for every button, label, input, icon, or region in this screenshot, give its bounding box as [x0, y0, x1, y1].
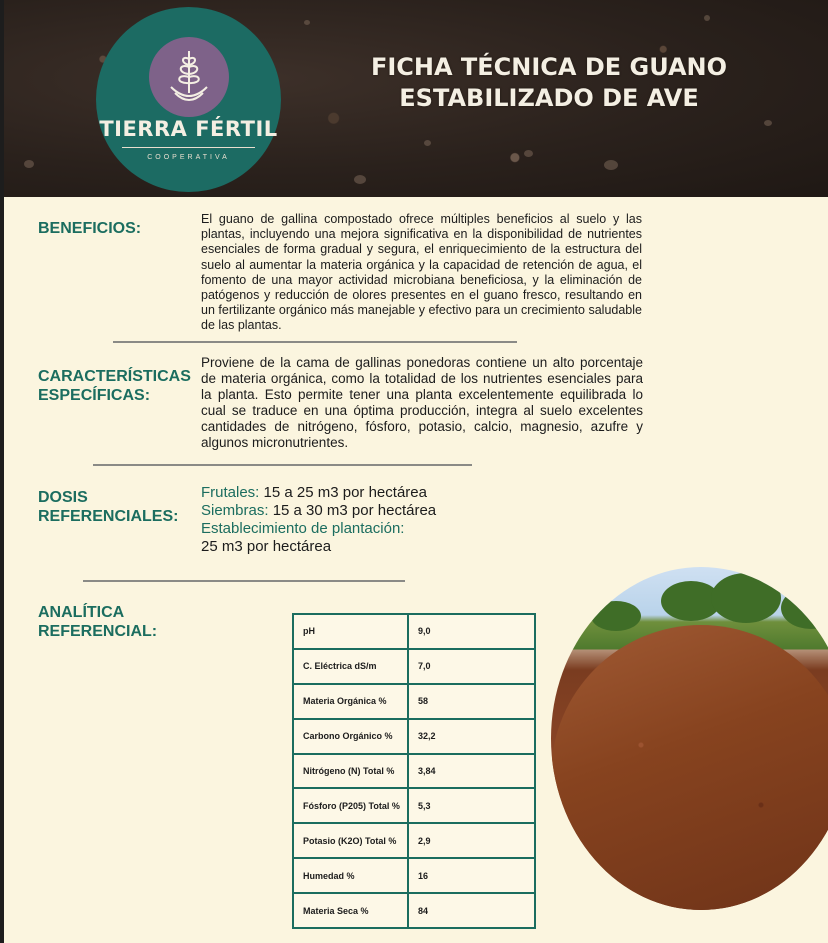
logo-divider	[122, 147, 255, 148]
divider	[93, 464, 472, 466]
table-row	[293, 788, 535, 823]
sprout-icon	[149, 37, 229, 117]
analysis-table	[292, 613, 536, 929]
parameter-cell: Humedad %	[293, 858, 408, 893]
title-line-2: ESTABILIZADO DE AVE	[399, 84, 699, 112]
parameter-cell: Carbono Orgánico %	[293, 719, 408, 754]
caracteristicas-label-line-2: ESPECÍFICAS:	[38, 387, 151, 404]
analitica-label-line-2: REFERENCIAL:	[38, 623, 158, 640]
table-row	[293, 858, 535, 893]
divider	[83, 580, 405, 582]
table-row	[293, 649, 535, 684]
dosis-frutales	[201, 484, 436, 502]
compost-photo	[551, 567, 828, 910]
table-row	[293, 893, 535, 928]
table-row	[293, 684, 535, 719]
dosis-siembras-label: Siembras:	[201, 502, 269, 519]
divider	[113, 341, 517, 343]
value-cell: 58	[408, 684, 535, 719]
logo	[96, 7, 281, 192]
value-cell: 3,84	[408, 754, 535, 789]
logo-subtitle: COOPERATIVA	[147, 154, 230, 161]
caracteristicas-label	[38, 367, 191, 405]
dosis-label	[38, 488, 178, 526]
beneficios-text: El guano de gallina compostado ofrece múltiples beneficios al suelo y las plantas, incluyendo una mejora significativa en la disponibilidad de nutrientes esenciales de forma gradual y segura, el enriquecimiento de la estructura del suelo al aumentar la materia orgánica y la capacidad de retención de agua, el fomento de una mayor actividad microbiana beneficiosa, y la eliminación de patógenos y reducción de olores presentes en el guano fresco, resultando en un fertilizante orgánico más manejable y efectivo para un crecimiento saludable de las plantas.	[201, 212, 642, 333]
dosis-frutales-value: 15 a 25 m3 por hectárea	[259, 484, 427, 501]
value-cell: 7,0	[408, 649, 535, 684]
value-cell: 32,2	[408, 719, 535, 754]
table-row	[293, 754, 535, 789]
value-cell: 5,3	[408, 788, 535, 823]
table-row	[293, 719, 535, 754]
parameter-cell: pH	[293, 614, 408, 649]
dosis-label-line-1: DOSIS	[38, 489, 88, 506]
page-title	[334, 52, 764, 114]
header-banner	[4, 0, 828, 197]
caracteristicas-text: Proviene de la cama de gallinas ponedoras contiene un alto porcentaje de materia orgánica, como la totalidad de los nutrientes esenciales para la planta. Esto permite tener una planta excelentemente equilibrada lo cual se traduce en una óptima producción, integra al suelo excelentes cantidades de nitrógeno, fósforo, potasio, calcio, magnesio, azufre y algunos micronutrientes.	[201, 355, 643, 450]
parameter-cell: Fósforo (P205) Total %	[293, 788, 408, 823]
dosis-label-line-2: REFERENCIALES:	[38, 508, 179, 525]
parameter-cell: Potasio (K2O) Total %	[293, 823, 408, 858]
table-row	[293, 614, 535, 649]
analitica-label	[38, 603, 157, 641]
analitica-label-line-1: ANALÍTICA	[38, 604, 125, 621]
parameter-cell: Materia Orgánica %	[293, 684, 408, 719]
table-row	[293, 823, 535, 858]
parameter-cell: Materia Seca %	[293, 893, 408, 928]
dosis-list	[201, 484, 436, 556]
value-cell: 2,9	[408, 823, 535, 858]
dosis-siembras-value: 15 a 30 m3 por hectárea	[268, 502, 437, 519]
dosis-frutales-label: Frutales:	[201, 484, 260, 501]
dosis-establecimiento-value: 25 m3 por hectárea	[201, 538, 332, 555]
value-cell: 9,0	[408, 614, 535, 649]
dosis-siembras	[201, 502, 436, 520]
beneficios-label: BENEFICIOS:	[38, 220, 142, 237]
value-cell: 84	[408, 893, 535, 928]
dosis-establecimiento-label: Establecimiento de plantación:	[201, 520, 405, 537]
caracteristicas-label-line-1: CARACTERÍSTICAS	[38, 368, 191, 385]
parameter-cell: Nitrógeno (N) Total %	[293, 754, 408, 789]
logo-name: TIERRA FÉRTIL	[99, 117, 278, 141]
title-line-1: FICHA TÉCNICA DE GUANO	[370, 53, 728, 81]
parameter-cell: C. Eléctrica dS/m	[293, 649, 408, 684]
value-cell: 16	[408, 858, 535, 893]
